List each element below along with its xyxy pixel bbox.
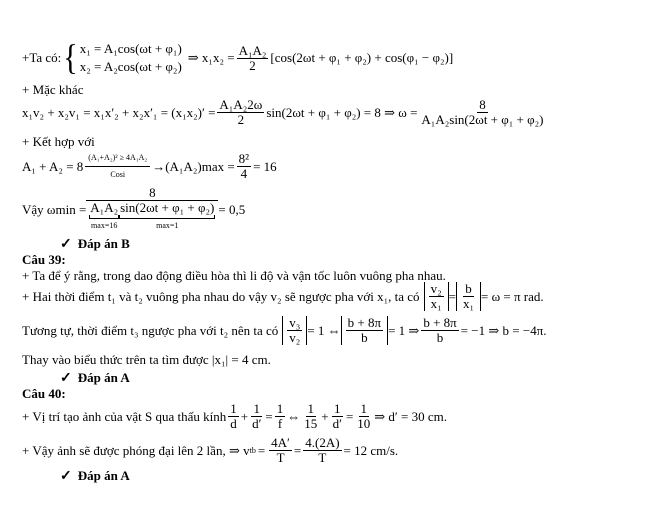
answer-text: Đáp án A bbox=[77, 370, 130, 385]
fraction bbox=[237, 152, 251, 181]
derivative-line bbox=[22, 98, 548, 127]
underbrace bbox=[120, 201, 214, 233]
fraction bbox=[88, 186, 216, 233]
text: = ω = π rad. bbox=[481, 288, 544, 304]
fraction: $\frac{4A'}{T}$ bbox=[271, 435, 290, 465]
text: = bbox=[448, 288, 456, 304]
fraction bbox=[419, 98, 545, 127]
fraction: $\frac{1}{f}$ bbox=[276, 401, 284, 431]
brace-label: max=16 bbox=[91, 221, 118, 230]
eq-x2: x₂ = A₂cos(ωt + φ₂) bbox=[79, 59, 182, 74]
denominator bbox=[88, 201, 216, 233]
denominator: 2 bbox=[237, 112, 245, 127]
arrow-icon: → bbox=[152, 158, 166, 174]
text-line: Thay vào biểu thức trên ta tìm được |x₁| = 4 cm. bbox=[22, 352, 271, 367]
text: ⇒ d′ = 30 cm. bbox=[374, 408, 447, 424]
fraction bbox=[237, 44, 269, 73]
numerator: 8 bbox=[86, 186, 218, 201]
fraction bbox=[217, 98, 264, 127]
numerator: A₁A₂2ω bbox=[219, 97, 263, 112]
answer-line bbox=[60, 236, 130, 253]
text-line bbox=[22, 316, 547, 345]
text: = −1 ⇒ b = −4π. bbox=[460, 322, 547, 338]
denominator: 2 bbox=[249, 57, 256, 73]
text-line: + Vậy ảnh sẽ được phóng đại lên 2 lần, ⇒ v tb = $\frac{4A'}{T}$ = $\frac{4.(2A)}{T}$ = 12 cm/s. bbox=[22, 435, 399, 465]
check-mark-icon: ✓ bbox=[60, 469, 72, 484]
denominator: 4 bbox=[240, 166, 248, 181]
fraction: $\frac{b}{\text{x₁}}$ bbox=[462, 281, 474, 311]
text: + Vậy ảnh sẽ được phóng đại lên 2 lần, ⇒ v bbox=[22, 442, 250, 458]
brace: { bbox=[63, 37, 78, 78]
eq-x1: x₁ = A₁cos(ωt + φ₁) bbox=[79, 41, 182, 56]
fraction: $\frac{b + 8\pi}{b}$ bbox=[347, 315, 382, 345]
fraction: $\frac{1}{d}$ bbox=[230, 401, 237, 431]
text-line bbox=[22, 282, 544, 311]
text: = 16 bbox=[253, 158, 277, 174]
term: A₁A₂ bbox=[90, 200, 119, 215]
fraction: $\frac{\text{v₃}}{\text{v₂}}$ bbox=[289, 315, 301, 345]
denominator: A₁A₂sin(2ωt + φ₁ + φ₂) bbox=[421, 112, 544, 127]
text: ⇒ x₁x₂ = bbox=[187, 50, 235, 65]
abs-value bbox=[424, 282, 449, 311]
abs-value bbox=[282, 316, 307, 345]
term: sin(2ωt + φ₁ + φ₂) bbox=[120, 200, 215, 215]
fraction: $\frac{4.(2A)}{T}$ bbox=[305, 435, 340, 465]
eq-system-line bbox=[22, 37, 454, 78]
arrow-bottom: Cosi bbox=[110, 170, 126, 179]
answer-text: Đáp án A bbox=[77, 468, 130, 483]
numerator: 8² bbox=[238, 151, 250, 166]
fraction: $\frac{1}{10}$ bbox=[357, 401, 371, 431]
text-line: + Ta để ý rằng, trong dao động điều hòa thì li độ và vận tốc luôn vuông pha nhau. bbox=[22, 268, 446, 283]
numerator: A₁A₂ bbox=[238, 42, 267, 58]
text: = 12 cm/s. bbox=[343, 442, 399, 458]
answer-line bbox=[60, 370, 130, 387]
check-mark-icon: ✓ bbox=[60, 371, 72, 386]
answer-line bbox=[60, 468, 130, 485]
underbrace bbox=[90, 201, 118, 233]
text: x₁v₂ + x₂v₁ = x₁x′₂ + x₂x′₁ = (x₁x₂)′ = bbox=[22, 104, 216, 120]
fraction: $\frac{1}{d'}$ bbox=[332, 401, 342, 431]
abs-value bbox=[456, 282, 481, 311]
brace-label: max=1 bbox=[156, 221, 179, 230]
check-mark-icon: ✓ bbox=[60, 237, 72, 252]
omega-min-line bbox=[22, 186, 245, 233]
fraction: $\frac{b + 8\pi}{b}$ bbox=[423, 315, 457, 345]
text: = 1 ⇔ bbox=[307, 322, 341, 338]
text: sin(2ωt + φ₁ + φ₂) = 8 ⇒ ω = bbox=[266, 104, 418, 120]
text-line: + Vị trí tạo ảnh của vật S qua thấu kính $\frac{1}{d}$ + $\frac{1}{d'}$ = $\frac{1}{f}$ ⇔ $\frac{1}{15}$ + $\frac{1}{d'}$ = $\frac{1}{10}$ ⇒ d′ = 30 cm. bbox=[22, 401, 447, 431]
arrow-top: (A₁+A₂)² ≥ 4A₁A₂ bbox=[85, 150, 150, 167]
text: = 0,5 bbox=[218, 201, 246, 217]
text: [cos(2ωt + φ₁ + φ₂) + cos(φ₁ − φ₂)] bbox=[270, 50, 454, 65]
text: +Ta có: bbox=[22, 50, 62, 65]
fraction: $\frac{\text{v₂}}{\text{x₁}}$ bbox=[430, 281, 442, 311]
text: Vậy ωmin = bbox=[22, 201, 87, 217]
numerator: 8 bbox=[479, 97, 486, 112]
answer-text: Đáp án B bbox=[77, 236, 130, 251]
text: + Vị trí tạo ảnh của vật S qua thấu kính bbox=[22, 408, 227, 424]
text: (A₁A₂)max = bbox=[165, 158, 235, 174]
text-line: + Kết hợp với bbox=[22, 134, 95, 149]
text: = 1 ⇒ bbox=[388, 322, 420, 338]
text-line: + Mặc khác bbox=[22, 82, 84, 97]
question-heading: Câu 39: bbox=[22, 252, 66, 267]
amplitude-line bbox=[22, 150, 277, 183]
equation-system bbox=[80, 40, 182, 76]
text: Tương tự, thời điểm t₃ ngược pha với t₂ nên ta có bbox=[22, 322, 279, 338]
abs-value bbox=[341, 316, 388, 345]
text: + Hai thời điểm t₁ và t₂ vuông pha nhau do vậy v₂ sẽ ngược pha với x₁, ta có bbox=[22, 288, 420, 304]
fraction: $\frac{1}{d'}$ bbox=[252, 401, 262, 431]
text: A₁ + A₂ = 8 bbox=[22, 158, 84, 174]
arrow-annotation bbox=[85, 150, 150, 183]
question-heading: Câu 40: bbox=[22, 386, 66, 401]
fraction: $\frac{1}{15}$ bbox=[304, 401, 318, 431]
